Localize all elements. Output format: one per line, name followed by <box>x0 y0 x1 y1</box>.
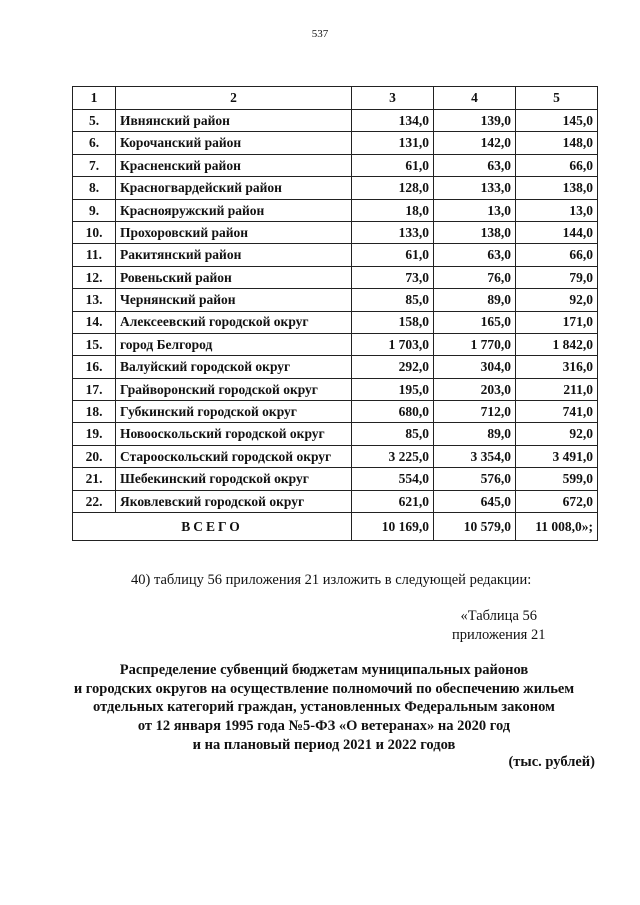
value-2021: 89,0 <box>434 289 516 311</box>
value-2022: 1 842,0 <box>516 333 598 355</box>
table-row <box>73 311 598 333</box>
value-2020: 1 703,0 <box>352 333 434 355</box>
header-cell: 2 <box>116 87 352 110</box>
value-2021: 304,0 <box>434 356 516 378</box>
row-number: 19. <box>73 423 116 445</box>
value-2021: 142,0 <box>434 132 516 154</box>
header-cell: 1 <box>73 87 116 110</box>
title-line: отдельных категорий граждан, установленных Федеральным законом <box>93 699 555 716</box>
municipality-name: Корочанский район <box>116 132 352 154</box>
value-2020: 128,0 <box>352 177 434 199</box>
total-row <box>73 513 598 541</box>
value-2022: 741,0 <box>516 401 598 423</box>
row-number: 13. <box>73 289 116 311</box>
value-2020: 85,0 <box>352 423 434 445</box>
value-2020: 3 225,0 <box>352 445 434 467</box>
municipality-name: Яковлевский городской округ <box>116 490 352 512</box>
value-2022: 672,0 <box>516 490 598 512</box>
value-2022: 316,0 <box>516 356 598 378</box>
table-row <box>73 110 598 132</box>
value-2021: 89,0 <box>434 423 516 445</box>
value-2022: 145,0 <box>516 110 598 132</box>
value-2020: 554,0 <box>352 468 434 490</box>
table-row <box>73 378 598 400</box>
value-2022: 92,0 <box>516 289 598 311</box>
value-2020: 133,0 <box>352 221 434 243</box>
value-2022: 3 491,0 <box>516 445 598 467</box>
value-2022: 211,0 <box>516 378 598 400</box>
document-title <box>40 661 608 755</box>
value-2022: 92,0 <box>516 423 598 445</box>
value-2020: 195,0 <box>352 378 434 400</box>
value-2021: 165,0 <box>434 311 516 333</box>
table-row <box>73 356 598 378</box>
row-number: 8. <box>73 177 116 199</box>
header-cell: 3 <box>352 87 434 110</box>
title-line: Распределение субвенций бюджетам муниципальных районов <box>119 662 529 678</box>
total-2022: 11 008,0»; <box>516 513 598 541</box>
municipality-name: Старооскольский городской округ <box>116 445 352 467</box>
value-2020: 61,0 <box>352 154 434 176</box>
municipality-name: Алексеевский городской округ <box>116 311 352 333</box>
table-row <box>73 266 598 288</box>
row-number: 7. <box>73 154 116 176</box>
row-number: 5. <box>73 110 116 132</box>
municipality-name: Красногвардейский район <box>116 177 352 199</box>
value-2020: 85,0 <box>352 289 434 311</box>
municipality-name: Ракитянский район <box>116 244 352 266</box>
table-row <box>73 401 598 423</box>
municipality-name: Краснояружский район <box>116 199 352 221</box>
header-cell: 5 <box>516 87 598 110</box>
row-number: 22. <box>73 490 116 512</box>
instruction-text: 40) таблицу 56 приложения 21 изложить в следующей редакции: <box>131 572 532 588</box>
value-2020: 73,0 <box>352 266 434 288</box>
table-header-row <box>73 87 598 110</box>
units-label: (тыс. рублей) <box>508 754 595 770</box>
value-2021: 133,0 <box>434 177 516 199</box>
value-2020: 292,0 <box>352 356 434 378</box>
municipality-name: Красненский район <box>116 154 352 176</box>
row-number: 15. <box>73 333 116 355</box>
total-2021: 10 579,0 <box>434 513 516 541</box>
municipality-name: Шебекинский городской округ <box>116 468 352 490</box>
total-label: ВСЕГО <box>73 513 352 541</box>
title-line: и на плановый период 2021 и 2022 годов <box>192 736 456 753</box>
municipality-name: Валуйский городской округ <box>116 356 352 378</box>
table-row <box>73 445 598 467</box>
row-number: 20. <box>73 445 116 467</box>
table-reference-line: «Таблица 56 <box>460 608 537 624</box>
municipality-name: Грайворонский городской округ <box>116 378 352 400</box>
value-2022: 138,0 <box>516 177 598 199</box>
value-2021: 76,0 <box>434 266 516 288</box>
municipality-name: Новооскольский городской округ <box>116 423 352 445</box>
title-line: и городских округов на осуществление полномочий по обеспечению жильем <box>73 680 575 697</box>
value-2022: 66,0 <box>516 244 598 266</box>
table-row <box>73 177 598 199</box>
table-reference <box>452 607 545 645</box>
value-2022: 13,0 <box>516 199 598 221</box>
municipality-name: город Белгород <box>116 333 352 355</box>
title-line: от 12 января 1995 года №5-ФЗ «О ветеранах» на 2020 год <box>137 718 511 735</box>
value-2021: 138,0 <box>434 221 516 243</box>
page-number: 537 <box>311 28 329 40</box>
value-2020: 158,0 <box>352 311 434 333</box>
value-2021: 3 354,0 <box>434 445 516 467</box>
value-2021: 712,0 <box>434 401 516 423</box>
table-row <box>73 289 598 311</box>
municipality-name: Ивнянский район <box>116 110 352 132</box>
table-row <box>73 490 598 512</box>
table-row <box>73 333 598 355</box>
table-row <box>73 244 598 266</box>
table-row <box>73 154 598 176</box>
row-number: 10. <box>73 221 116 243</box>
value-2021: 63,0 <box>434 244 516 266</box>
value-2022: 171,0 <box>516 311 598 333</box>
value-2022: 79,0 <box>516 266 598 288</box>
value-2020: 621,0 <box>352 490 434 512</box>
header-cell: 4 <box>434 87 516 110</box>
row-number: 17. <box>73 378 116 400</box>
value-2020: 134,0 <box>352 110 434 132</box>
table-row <box>73 132 598 154</box>
table-row <box>73 221 598 243</box>
value-2020: 131,0 <box>352 132 434 154</box>
municipality-name: Чернянский район <box>116 289 352 311</box>
value-2021: 13,0 <box>434 199 516 221</box>
value-2022: 66,0 <box>516 154 598 176</box>
value-2020: 61,0 <box>352 244 434 266</box>
row-number: 21. <box>73 468 116 490</box>
row-number: 12. <box>73 266 116 288</box>
value-2021: 203,0 <box>434 378 516 400</box>
row-number: 16. <box>73 356 116 378</box>
value-2021: 576,0 <box>434 468 516 490</box>
value-2022: 144,0 <box>516 221 598 243</box>
municipality-name: Прохоровский район <box>116 221 352 243</box>
municipality-name: Ровеньский район <box>116 266 352 288</box>
value-2020: 680,0 <box>352 401 434 423</box>
municipality-name: Губкинский городской округ <box>116 401 352 423</box>
value-2021: 139,0 <box>434 110 516 132</box>
row-number: 6. <box>73 132 116 154</box>
row-number: 11. <box>73 244 116 266</box>
row-number: 14. <box>73 311 116 333</box>
value-2021: 1 770,0 <box>434 333 516 355</box>
value-2021: 645,0 <box>434 490 516 512</box>
value-2021: 63,0 <box>434 154 516 176</box>
subvention-table <box>72 86 598 541</box>
total-2020: 10 169,0 <box>352 513 434 541</box>
value-2020: 18,0 <box>352 199 434 221</box>
table-row <box>73 468 598 490</box>
row-number: 9. <box>73 199 116 221</box>
table-row <box>73 423 598 445</box>
table-row <box>73 199 598 221</box>
row-number: 18. <box>73 401 116 423</box>
table-reference-line: приложения 21 <box>452 627 546 643</box>
value-2022: 148,0 <box>516 132 598 154</box>
value-2022: 599,0 <box>516 468 598 490</box>
